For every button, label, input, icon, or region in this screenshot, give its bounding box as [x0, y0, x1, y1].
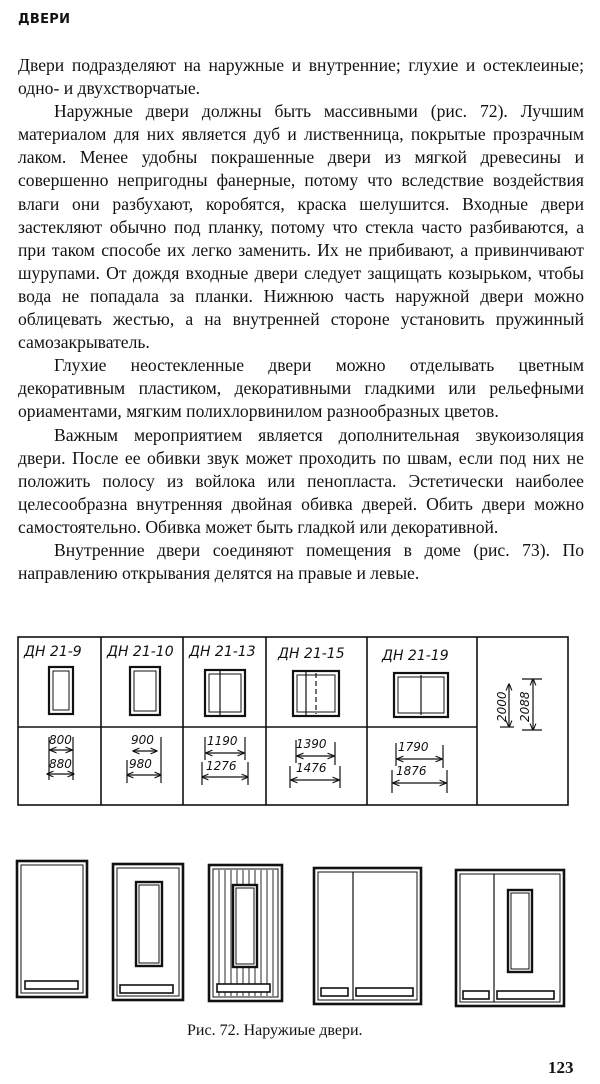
width-dimension-lines [47, 737, 447, 793]
door-double-leaf-with-window [456, 870, 564, 1006]
inner-width-4: 1390 [296, 737, 327, 751]
paragraph-4: Важным мероприятием является дополнительная звукоизоляция двери. После ее обивки звук может проходить по швам, если под них не положить полосу из войлока или пенопласта. Эстетически наиболее целесообразна внутренняя двойная обивка дверей. Обить двери можно самостоятельно. Обивка может быть гладкой или декоративной. [18, 424, 584, 537]
door-with-window [113, 864, 183, 1000]
door-code-1: ДН 21-9 [24, 644, 82, 660]
door-code-4: ДН 21-15 [278, 646, 345, 662]
outer-width-3: 1276 [206, 759, 237, 773]
door-code-3: ДН 21-13 [189, 644, 256, 660]
door-code-2: ДН 21-10 [107, 644, 174, 660]
outer-width-5: 1876 [396, 764, 427, 778]
figure-caption: Рис. 72. Наружиые двери. [187, 1022, 363, 1039]
outer-width-1: 880 [49, 757, 72, 771]
inner-width-5: 1790 [398, 740, 429, 754]
body-text [18, 54, 584, 585]
paragraph-3: Глухие неостекленные двери можно отделывать цветным декоративным пластиком, декоративными гладкими или рельефными ориаментами, мягким полихлорвинилом разнообразных цветов. [18, 355, 584, 422]
inner-width-2: 900 [131, 733, 154, 747]
outer-width-4: 1476 [296, 761, 327, 775]
door-slatted-with-window [209, 865, 282, 1001]
door-icons [49, 667, 448, 717]
outer-height: 2088 [518, 691, 532, 722]
height-dimension-lines [500, 679, 542, 730]
paragraph-1: Двери подразделяют на наружные и внутренние; глухие и остеклеиные; одно- и двухстворчатые. [18, 55, 584, 99]
door-code-5: ДН 21-19 [382, 648, 449, 664]
outer-width-2: 980 [129, 757, 152, 771]
spec-table-grid [18, 637, 568, 805]
door-plain [17, 861, 87, 997]
door-double-leaf [314, 868, 421, 1004]
inner-width-1: 800 [49, 733, 72, 747]
inner-width-3: 1190 [207, 734, 238, 748]
section-heading: ДВЕРИ [18, 12, 71, 27]
door-illustrations [17, 861, 564, 1006]
inner-height: 2000 [495, 691, 509, 722]
paragraph-2: Наружные двери должны быть массивными (рис. 72). Лучшим материалом для них является дуб и лиственница, покрытые прозрачным лаком. Менее удобны покрашенные двери из мягкой древесины и совершенно непригодны фанерные, потому что вследствие воздействия влаги они разбухают, коробятся, краска шелушится. Входные двери застекляют обычно под планку, потому что стекла часто разбиваются, а при таком способе их легко заменить. Их не прибивают, а привинчивают шурупами. От дождя входные двери следует защищать козырьком, чтобы вода не попадала за планки. Нижнюю часть наружной двери можно облицевать жестью, а на внутренней стороне установить пружинный самозакрыватель. [18, 101, 584, 353]
paragraph-5: Внутренние двери соединяют помещения в доме (рис. 73). По направлению открывания делятся на правые и левые. [18, 539, 584, 584]
page-number: 123 [548, 1058, 574, 1077]
